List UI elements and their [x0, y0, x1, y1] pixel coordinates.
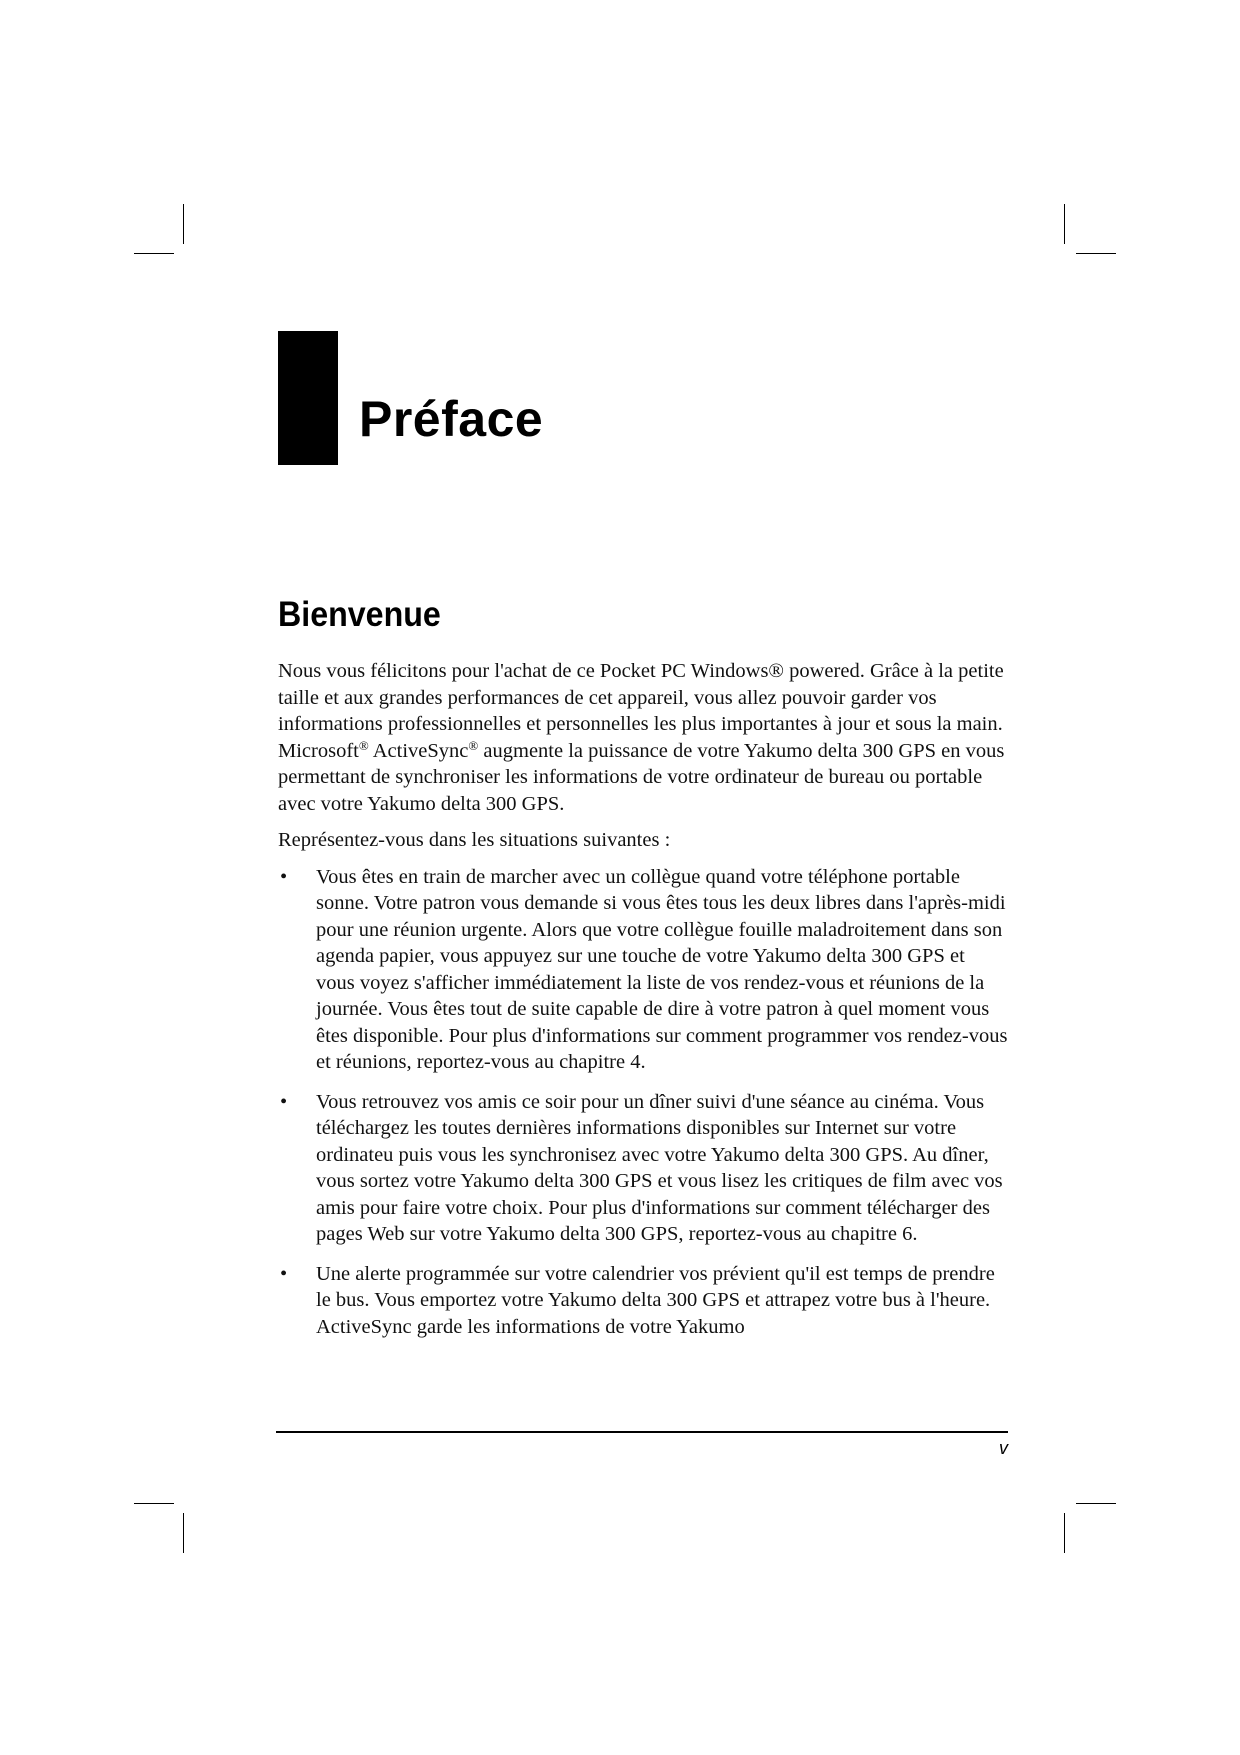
crop-mark-top-right-vertical	[1064, 204, 1065, 244]
crop-mark-bottom-right-horizontal	[1076, 1503, 1116, 1504]
crop-mark-bottom-left-horizontal	[134, 1503, 174, 1504]
intro-text-part-1: Nous vous félicitons pour l'achat de ce Pocket PC Windows® powered. Grâce à la petite taille et aux grandes performances de cet appareil, vous allez pouvoir garder vos informations professionnelles et personnelles les plus importantes à jour et sous la main. Microsoft	[278, 660, 1004, 762]
bullet-icon: •	[280, 1262, 288, 1285]
intro-text-part-3: augmente la puissance de votre Yakumo delta 300 GPS en vous permettant de synchroniser les informations de votre ordinateur de bureau ou portable avec votre Yakumo delta 300 GPS.	[278, 739, 1005, 815]
chapter-title: Préface	[359, 391, 544, 447]
footer-rule	[276, 1431, 1008, 1433]
bullet-icon: •	[280, 1090, 288, 1113]
registered-mark: ®	[358, 737, 369, 753]
section-title: Bienvenue	[278, 595, 441, 634]
crop-mark-top-right-horizontal	[1076, 253, 1116, 254]
situations-list	[278, 864, 1008, 1341]
page-number: v	[999, 1438, 1008, 1458]
crop-mark-top-left-horizontal	[134, 253, 174, 254]
body-text	[278, 658, 1008, 1353]
intro-text-part-2: ActiveSync	[368, 739, 469, 762]
registered-mark: ®	[468, 737, 479, 753]
crop-mark-bottom-left-vertical	[183, 1513, 184, 1553]
situations-lead-in: Représentez-vous dans les situations suivantes :	[278, 829, 671, 851]
intro-paragraph	[278, 658, 1008, 817]
bullet-icon: •	[280, 865, 288, 888]
chapter-marker-block	[278, 331, 338, 465]
crop-mark-bottom-right-vertical	[1064, 1513, 1065, 1553]
list-item-text: Vous retrouvez vos amis ce soir pour un dîner suivi d'une séance au cinéma. Vous téléchargez les toutes dernières informations disponibles sur Internet sur votre ordinateu puis vous les synchronisez avec votre Yakumo delta 300 GPS. Au dîner, vous sortez votre Yakumo delta 300 GPS et vous lisez les critiques de film avec vos amis pour faire votre choix. Pour plus d'informations sur comment télécharger des pages Web sur votre Yakumo delta 300 GPS, reportez-vous au chapitre 6.	[316, 1090, 1003, 1245]
list-item	[278, 1261, 1008, 1341]
list-item	[278, 1089, 1008, 1248]
list-item-text: Une alerte programmée sur votre calendrier vos prévient qu'il est temps de prendre le bus. Vous emportez votre Yakumo delta 300 GPS et attrapez votre bus à l'heure. ActiveSync garde les informations de votre Yakumo	[316, 1262, 995, 1338]
list-item-text: Vous êtes en train de marcher avec un collègue quand votre téléphone portable sonne. Votre patron vous demande si vous êtes tous les deux libres dans l'après-midi pour une réunion urgente. Alors que votre collègue fouille maladroitement dans son agenda papier, vous appuyez sur une touche de votre Yakumo delta 300 GPS et vous voyez s'afficher immédiatement la liste de vos rendez-vous et réunions de la journée. Vous êtes tout de suite capable de dire à votre patron à quel moment vous êtes disponible. Pour plus d'informations sur comment programmer vos rendez-vous et réunions, reportez-vous au chapitre 4.	[316, 865, 1008, 1073]
crop-mark-top-left-vertical	[183, 204, 184, 244]
list-item	[278, 864, 1008, 1076]
